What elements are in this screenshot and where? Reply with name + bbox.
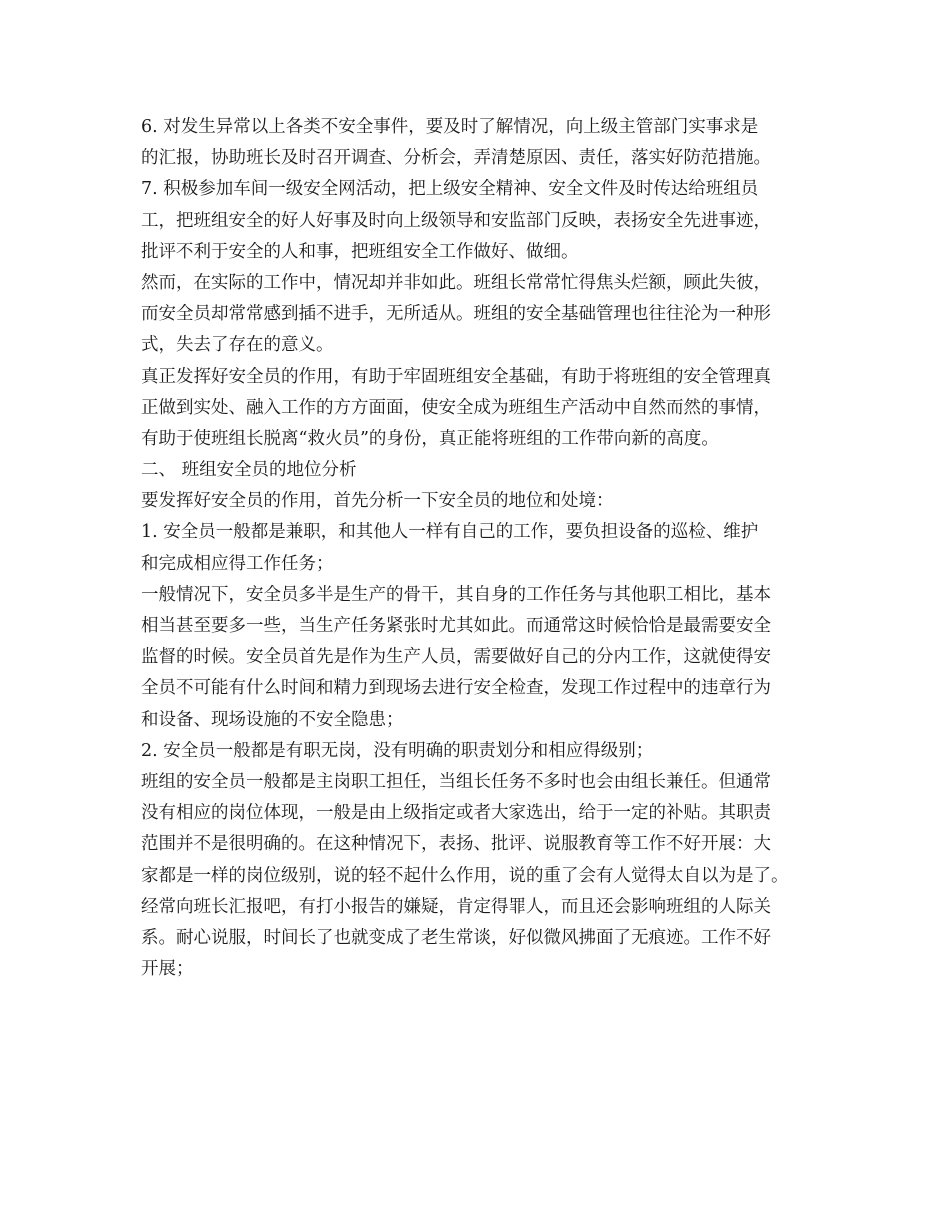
text-line: 式，失去了存在的意义。 [141, 335, 334, 356]
text-line: 开展； [141, 959, 194, 980]
text-line: 和完成相应得工作任务； [141, 553, 334, 574]
text-line: 而安全员却常常感到插不进手，无所适从。班组的安全基础管理也往往沦为一种形 [141, 304, 771, 325]
text-line: 1. 安全员一般都是兼职，和其他人一样有自己的工作，要负担设备的巡检、维护 [141, 522, 759, 543]
text-line: 然而，在实际的工作中，情况却并非如此。班组长常常忙得焦头烂额，顾此失彼， [141, 272, 771, 293]
text-line: 一般情况下，安全员多半是生产的骨干，其自身的工作任务与其他职工相比，基本 [141, 584, 771, 605]
text-line: 7. 积极参加车间一级安全网活动，把上级安全精神、安全文件及时传达给班组员 [141, 179, 759, 200]
text-line: 范围并不是很明确的。在这种情况下，表扬、批评、说服教育等工作不好开展：大 [141, 834, 771, 855]
text-line: 家都是一样的岗位级别，说的轻不起什么作用，说的重了会有人觉得太自以为是了。 [141, 865, 789, 886]
text-line: 有助于使班组长脱离“救火员”的身份，真正能将班组的工作带向新的高度。 [141, 428, 719, 449]
document-body [141, 112, 821, 985]
text-line: 全员不可能有什么时间和精力到现场去进行安全检查，发现工作过程中的违章行为 [141, 678, 771, 699]
text-line: 真正发挥好安全员的作用，有助于牢固班组安全基础，有助于将班组的安全管理真 [141, 366, 771, 387]
section-heading: 二、 班组安全员的地位分析 [141, 460, 357, 481]
text-line: 和设备、现场设施的不安全隐患； [141, 709, 404, 730]
text-line: 系。耐心说服，时间长了也就变成了老生常谈，好似微风拂面了无痕迹。工作不好 [141, 927, 771, 948]
text-line: 没有相应的岗位体现，一般是由上级指定或者大家选出，给于一定的补贴。其职责 [141, 803, 771, 824]
text-line: 6. 对发生异常以上各类不安全事件，要及时了解情况，向上级主管部门实事求是 [141, 117, 759, 137]
text-line: 经常向班长汇报吧，有打小报告的嫌疑，肯定得罪人，而且还会影响班组的人际关 [141, 896, 771, 917]
text-line: 正做到实处、融入工作的方方面面，使安全成为班组生产活动中自然而然的事情， [141, 397, 771, 418]
text-line: 工，把班组安全的好人好事及时向上级领导和安监部门反映，表扬安全先进事迹， [141, 210, 771, 231]
text-line: 的汇报，协助班长及时召开调查、分析会，弄清楚原因、责任，落实好防范措施。 [141, 148, 771, 169]
text-line: 2. 安全员一般都是有职无岗，没有明确的职责划分和相应得级别； [141, 740, 654, 761]
text-line: 监督的时候。安全员首先是作为生产人员，需要做好自己的分内工作，这就使得安 [141, 647, 771, 668]
text-line: 班组的安全员一般都是主岗职工担任，当组长任务不多时也会由组长兼任。但通常 [141, 771, 771, 792]
text-line: 相当甚至要多一些，当生产任务紧张时尤其如此。而通常这时候恰恰是最需要安全 [141, 616, 771, 636]
text-line: 要发挥好安全员的作用，首先分析一下安全员的地位和处境： [141, 491, 614, 512]
text-line: 批评不利于安全的人和事，把班组安全工作做好、做细。 [141, 241, 579, 262]
